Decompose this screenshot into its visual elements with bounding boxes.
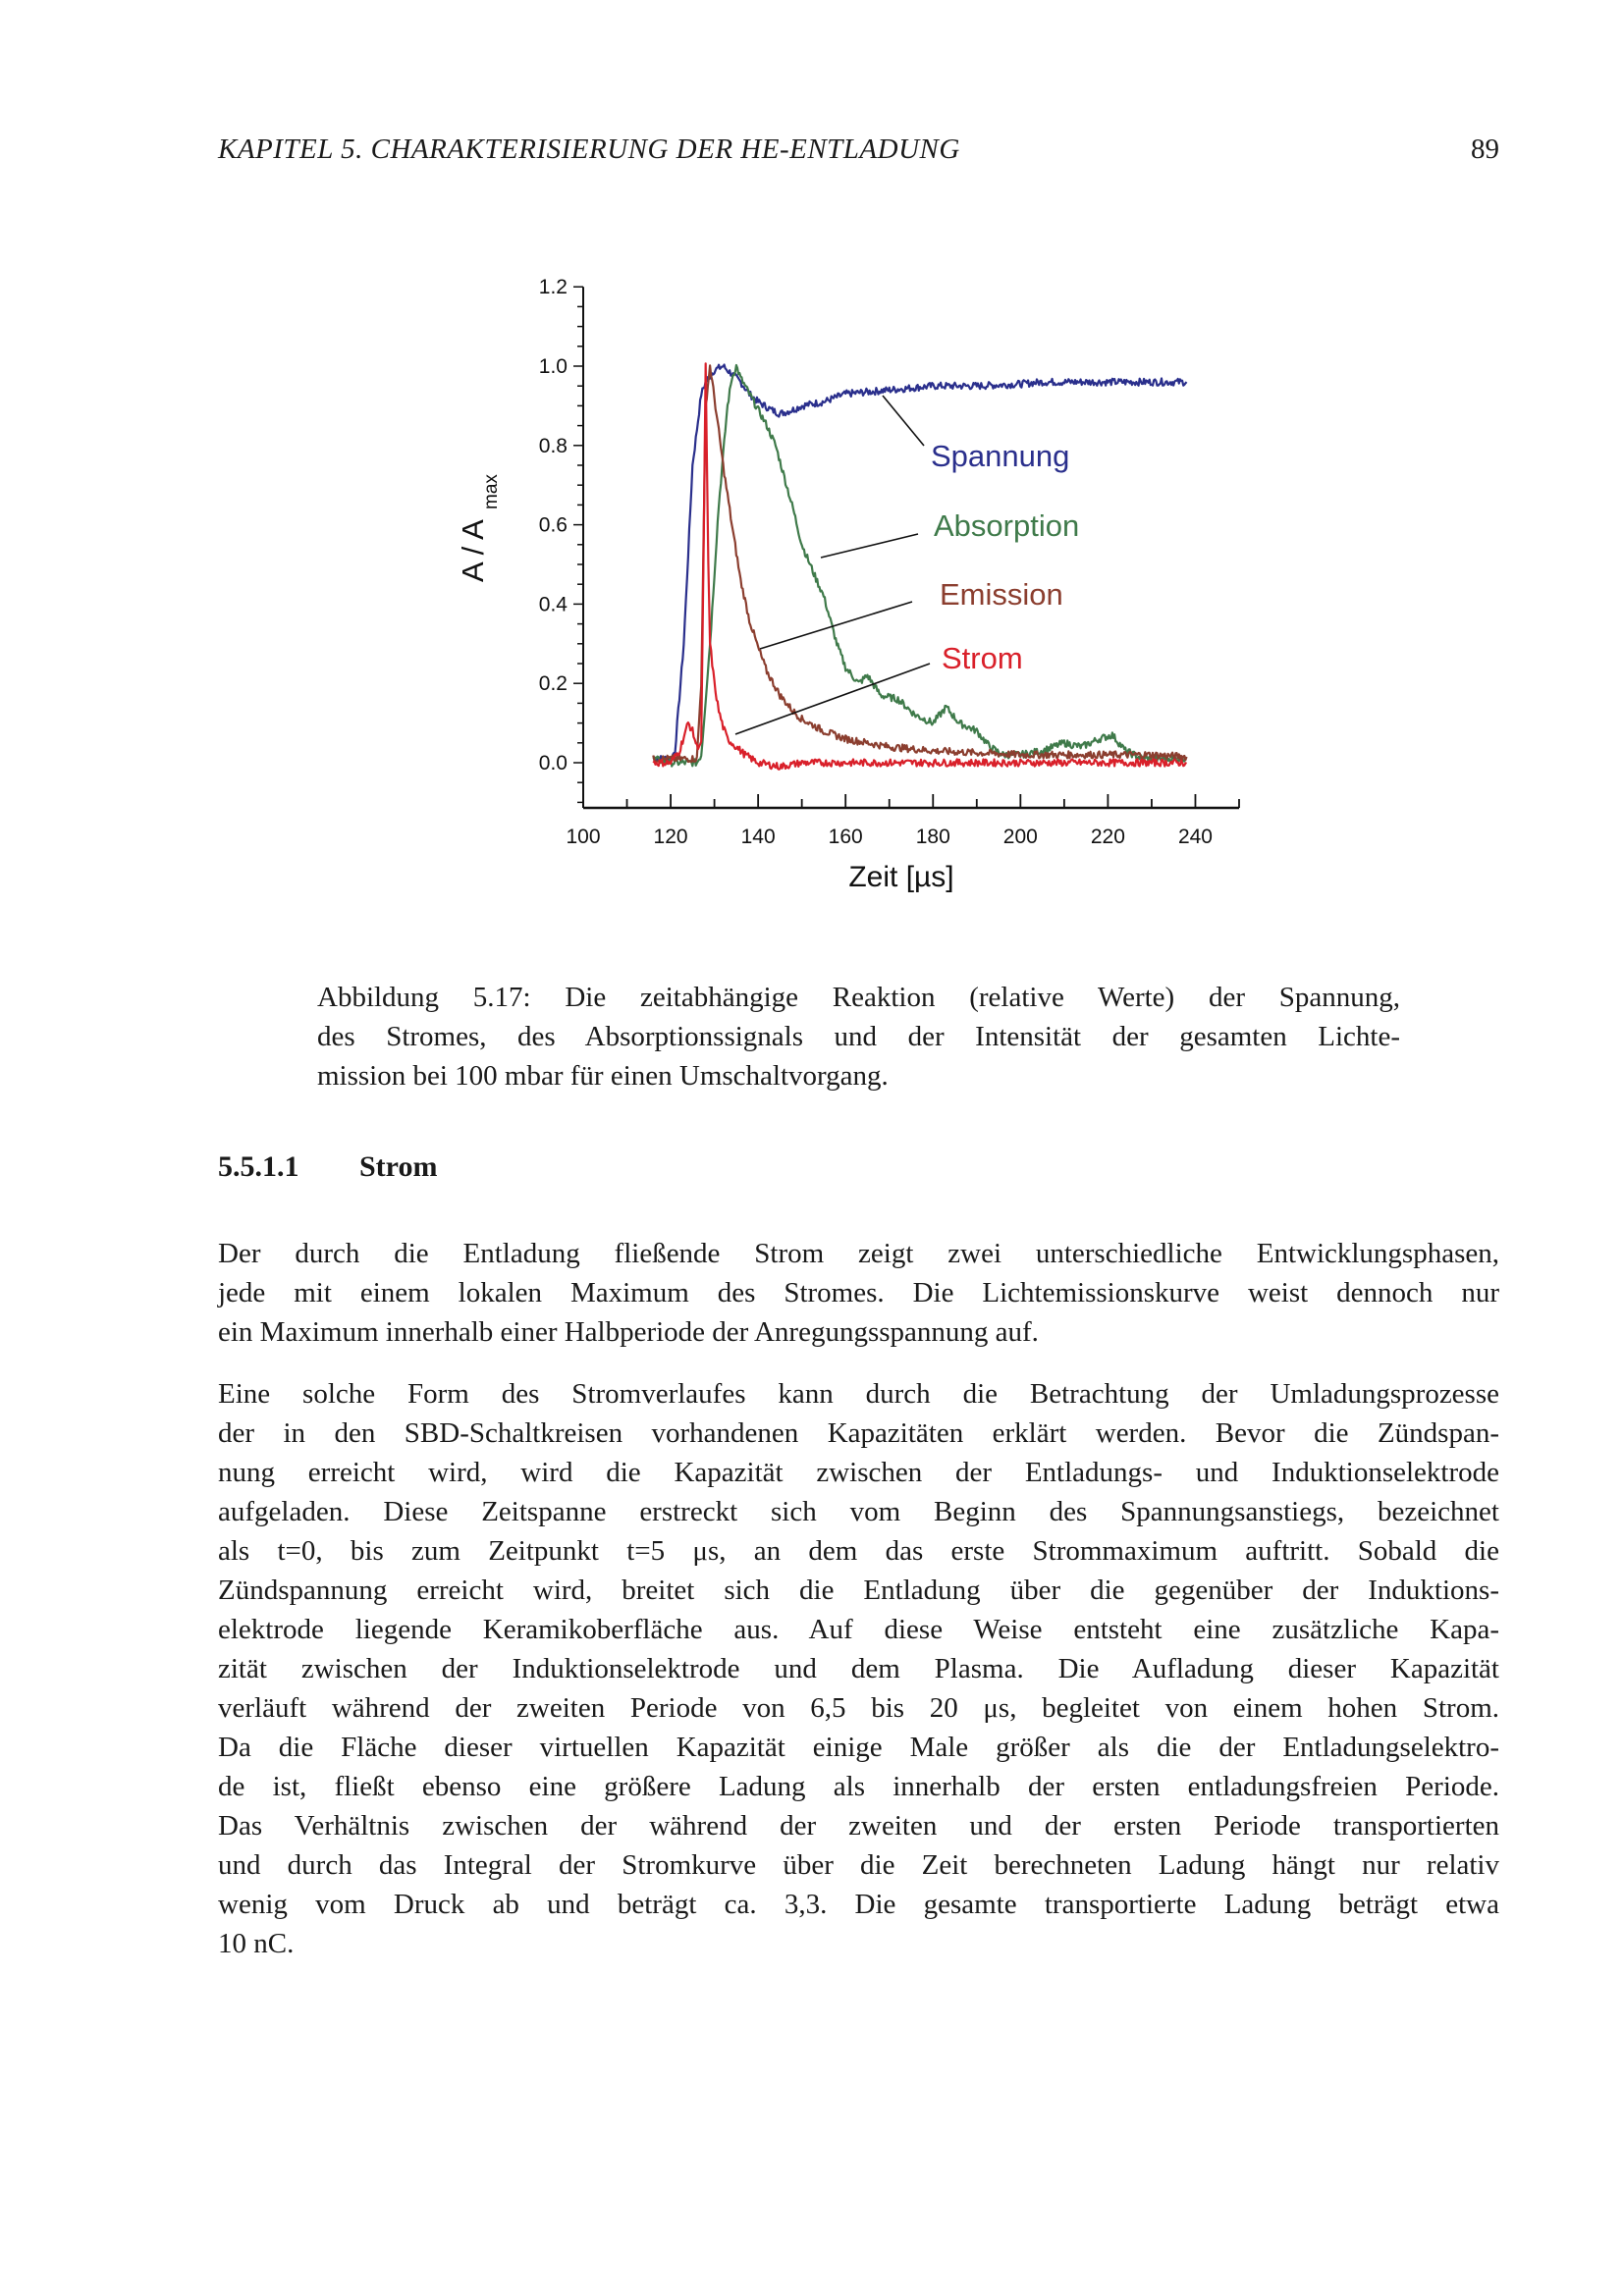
paragraph-1 [218, 1234, 1499, 1352]
y-tick-label: 0.2 [538, 672, 568, 696]
text-line: als t=0, bis zum Zeitpunkt t=5 μs, an dem das erste Strommaximum auftritt. Sobald die [218, 1535, 1499, 1567]
leader-line-spannung [883, 396, 924, 446]
caption-line: des Stromes, des Absorptionssignals und der Intensität der gesamten Lichte- [317, 1021, 1400, 1052]
series-line-strom [653, 363, 1186, 770]
label-absorption: Absorption [934, 508, 1080, 543]
caption-line: mission bei 100 mbar für einen Umschaltvorgang. [317, 1060, 889, 1092]
text-line: wenig vom Druck ab und beträgt ca. 3,3. Die gesamte transportierte Ladung beträgt etwa [218, 1889, 1499, 1920]
text-line: de ist, fließt ebenso eine größere Ladung als innerhalb der ersten entladungsfreien Periode. [218, 1771, 1499, 1802]
x-tick-label: 160 [828, 826, 863, 848]
section-title: Strom [359, 1150, 438, 1183]
y-tick-label: 0.4 [538, 593, 568, 616]
text-line: Der durch die Entladung fließende Strom zeigt zwei unterschiedliche Entwicklungsphasen, [218, 1238, 1499, 1269]
x-axis-label: Zeit [µs] [848, 861, 954, 893]
text-line: der in den SBD-Schaltkreisen vorhandenen Kapazitäten erklärt werden. Bevor die Zündspan- [218, 1417, 1499, 1449]
y-tick-label: 0.0 [538, 752, 568, 774]
y-axis-label-main: A / A [456, 519, 490, 582]
label-strom: Strom [942, 641, 1023, 675]
page-number: 89 [1471, 133, 1499, 165]
x-tick-label: 100 [566, 826, 601, 848]
text-line: jede mit einem lokalen Maximum des Stromes. Die Lichtemissionskurve weist dennoch nur [218, 1277, 1499, 1308]
curves [653, 363, 1186, 770]
text-line: ein Maximum innerhalb einer Halbperiode der Anregungsspannung auf. [218, 1316, 1039, 1348]
text-line: Da die Fläche dieser virtuellen Kapazität einige Male größer als die der Entladungselektro- [218, 1732, 1499, 1763]
text-line: nung erreicht wird, wird die Kapazität zwischen der Entladungs- und Induktionselektrode [218, 1457, 1499, 1488]
x-tick-label: 120 [653, 826, 688, 848]
paragraph-2 [218, 1374, 1499, 1963]
running-header: KAPITEL 5. CHARAKTERISIERUNG DER HE-ENTLADUNG [218, 133, 960, 165]
y-tick-label: 0.6 [538, 513, 568, 537]
y-axis-label [456, 474, 502, 582]
y-axis-label-subscript: max [481, 474, 502, 509]
label-emission: Emission [940, 577, 1063, 612]
x-tick-label: 240 [1177, 826, 1213, 848]
text-line: zität zwischen der Induktionselektrode und dem Plasma. Die Aufladung dieser Kapazität [218, 1653, 1499, 1684]
series-line-absorption [653, 365, 1186, 767]
text-line: Das Verhältnis zwischen der während der zweiten und der ersten Periode transportierten [218, 1810, 1499, 1842]
section-heading [218, 1150, 437, 1184]
x-tick-label: 220 [1090, 826, 1125, 848]
x-tick-label: 180 [915, 826, 950, 848]
caption-line: Abbildung 5.17: Die zeitabhängige Reaktion (relative Werte) der Spannung, [317, 982, 1400, 1013]
x-tick-label: 140 [740, 826, 776, 848]
x-tick-label: 200 [1002, 826, 1038, 848]
text-line: Zündspannung erreicht wird, breitet sich die Entladung über die gegenüber der Induktions- [218, 1575, 1499, 1606]
text-line: elektrode liegende Keramikoberfläche aus. Auf diese Weise entsteht eine zusätzliche Kapa- [218, 1614, 1499, 1645]
figure-caption [317, 978, 1400, 1095]
y-tick-label: 1.2 [538, 276, 568, 299]
text-line: 10 nC. [218, 1928, 295, 1959]
series-line-emission [653, 365, 1186, 762]
figure-5-17-chart [0, 0, 1623, 923]
series-annotations [735, 396, 1079, 734]
leader-line-strom [735, 664, 930, 734]
label-spannung: Spannung [931, 439, 1070, 473]
text-line: Eine solche Form des Stromverlaufes kann durch die Betrachtung der Umladungsprozesse [218, 1378, 1499, 1410]
series-line-spannung [653, 365, 1186, 763]
y-tick-label: 1.0 [538, 355, 568, 378]
section-number: 5.5.1.1 [218, 1150, 299, 1183]
text-line: verläuft während der zweiten Periode von 6,5 bis 20 μs, begleitet von einem hohen Strom. [218, 1692, 1499, 1724]
leader-line-absorption [821, 534, 918, 558]
text-line: aufgeladen. Diese Zeitspanne erstreckt sich vom Beginn des Spannungsanstiegs, bezeichnet [218, 1496, 1499, 1527]
text-line: und durch das Integral der Stromkurve über die Zeit berechneten Ladung hängt nur relativ [218, 1849, 1499, 1881]
y-tick-label: 0.8 [538, 434, 568, 457]
